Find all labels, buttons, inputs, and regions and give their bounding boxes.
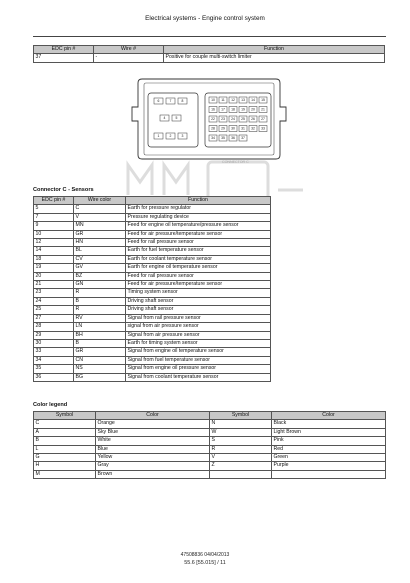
connector-pin-label: 8 bbox=[181, 99, 184, 104]
cell-pin: 37 bbox=[34, 54, 94, 62]
table-row bbox=[34, 331, 271, 339]
connector-pin-label: 24 bbox=[231, 117, 235, 122]
table-row bbox=[34, 289, 271, 297]
table-row bbox=[34, 373, 271, 381]
cell-symbol bbox=[210, 470, 272, 478]
footer-document-id: 47508836 04/04/2013 bbox=[180, 552, 230, 558]
cell-wire-color: BL bbox=[74, 247, 126, 255]
col-header-edc-pin: EDC pin # bbox=[34, 46, 94, 54]
connector-pin-label: 6 bbox=[157, 99, 160, 104]
col-header-wire-color: Wire color bbox=[74, 197, 126, 205]
cell-pin: 33 bbox=[34, 348, 74, 356]
cell-wire-color: LN bbox=[74, 323, 126, 331]
sensors-section-title: Connector C - Sensors bbox=[33, 187, 94, 193]
cell-pin: 24 bbox=[34, 297, 74, 305]
cell-symbol: R bbox=[210, 445, 272, 453]
cell-color: Black bbox=[272, 420, 386, 428]
color-legend-title: Color legend bbox=[33, 402, 68, 408]
cell-function: Pressure regulating device bbox=[126, 213, 271, 221]
cell-color: Sky Blue bbox=[96, 428, 210, 436]
cell-function: Signal from engine oil temperature sensor bbox=[126, 348, 271, 356]
cell-function: Feed for air pressure/temperature sensor bbox=[126, 281, 271, 289]
table-row bbox=[34, 230, 271, 238]
connector-pin-label: 23 bbox=[221, 117, 225, 122]
table-row bbox=[34, 306, 271, 314]
connector-pin-label: 22 bbox=[211, 117, 215, 122]
cell-symbol: G bbox=[34, 454, 96, 462]
table-row bbox=[34, 348, 271, 356]
connector-pin-label: 37 bbox=[241, 136, 245, 141]
cell-function: signal from air pressure sensor bbox=[126, 323, 271, 331]
connector-pin-label: 1 bbox=[157, 134, 160, 139]
table-row bbox=[34, 339, 271, 347]
cell-function: Feed for air pressure/temperature sensor bbox=[126, 230, 271, 238]
cell-function: Signal from coolant temperature sensor bbox=[126, 373, 271, 381]
connector-pin-label: 18 bbox=[231, 107, 235, 112]
connector-pin-label: 10 bbox=[211, 98, 215, 103]
cell-wire-color: MN bbox=[74, 222, 126, 230]
connector-pin-label: 3 bbox=[181, 134, 184, 139]
cell-wire-color: HN bbox=[74, 239, 126, 247]
table-row bbox=[34, 437, 386, 445]
cell-function: Earth for pressure regulator bbox=[126, 205, 271, 213]
cell-symbol: A bbox=[34, 428, 96, 436]
connector-c-diagram bbox=[130, 77, 288, 163]
col-header-wire: Wire # bbox=[94, 46, 164, 54]
table-row bbox=[34, 247, 271, 255]
table-row bbox=[34, 323, 271, 331]
table-row bbox=[34, 365, 271, 373]
page-header-title: Electrical systems - Engine control system bbox=[145, 15, 265, 22]
connector-pin-label: 36 bbox=[231, 136, 235, 141]
cell-symbol: S bbox=[210, 437, 272, 445]
connector-pin-label: 15 bbox=[261, 98, 265, 103]
cell-wire-color: BG bbox=[74, 373, 126, 381]
footer-page-number: 55.6 [55.015] / 11 bbox=[184, 560, 226, 566]
cell-wire-color: B bbox=[74, 339, 126, 347]
connector-pin-label: 21 bbox=[261, 107, 265, 112]
col-header-function: Function bbox=[164, 46, 385, 54]
cell-wire-color: GR bbox=[74, 348, 126, 356]
cell-wire-color: GN bbox=[74, 281, 126, 289]
cell-function: Signal from fuel temperature sensor bbox=[126, 356, 271, 364]
cell-color bbox=[272, 470, 386, 478]
col-header-color: Color bbox=[272, 412, 386, 420]
cell-wire-color: BH bbox=[74, 331, 126, 339]
cell-function: Signal from rail pressure sensor bbox=[126, 314, 271, 322]
col-header-edc-pin: EDC pin # bbox=[34, 197, 74, 205]
cell-wire-color: GV bbox=[74, 264, 126, 272]
cell-color: Gray bbox=[96, 462, 210, 470]
col-header-symbol: Symbol bbox=[210, 412, 272, 420]
cell-function: Positive for couple multi-switch limiter bbox=[164, 54, 385, 62]
col-header-function: Function bbox=[126, 197, 271, 205]
cell-pin: 9 bbox=[34, 222, 74, 230]
connector-pin-label: 4 bbox=[163, 116, 166, 121]
cell-function: Driving shaft sensor bbox=[126, 297, 271, 305]
cell-pin: 35 bbox=[34, 365, 74, 373]
cell-function: Earth for timing system sensor bbox=[126, 339, 271, 347]
table-row bbox=[34, 264, 271, 272]
color-legend-table bbox=[33, 411, 386, 479]
connector-pin-label: 30 bbox=[231, 126, 235, 131]
connector-pin-label: 29 bbox=[221, 126, 225, 131]
cell-wire-color: GR bbox=[74, 230, 126, 238]
table-row bbox=[34, 314, 271, 322]
table-row bbox=[34, 239, 271, 247]
table-row bbox=[34, 297, 271, 305]
connector-pin-label: 14 bbox=[251, 98, 255, 103]
cell-pin: 23 bbox=[34, 289, 74, 297]
cell-function: Earth for fuel temperature sensor bbox=[126, 247, 271, 255]
table-row bbox=[34, 222, 271, 230]
cell-pin: 27 bbox=[34, 314, 74, 322]
cell-color: Orange bbox=[96, 420, 210, 428]
cell-color: Purple bbox=[272, 462, 386, 470]
cell-wire-color: R bbox=[74, 289, 126, 297]
cell-wire: - bbox=[94, 54, 164, 62]
cell-color: White bbox=[96, 437, 210, 445]
cell-wire-color: BZ bbox=[74, 272, 126, 280]
cell-function: Earth for coolant temperature sensor bbox=[126, 255, 271, 263]
cell-wire-color: C bbox=[74, 205, 126, 213]
connector-caption: CONNECTOR C bbox=[222, 160, 249, 163]
sensors-table bbox=[33, 196, 271, 382]
cell-color: Yellow bbox=[96, 454, 210, 462]
table-row bbox=[34, 255, 271, 263]
cell-color: Green bbox=[272, 454, 386, 462]
cell-function: Timing system sensor bbox=[126, 289, 271, 297]
table-row bbox=[34, 54, 385, 62]
connector-pin-label: 5 bbox=[175, 116, 178, 121]
cell-function: Feed for rail pressure sensor bbox=[126, 272, 271, 280]
cell-pin: 18 bbox=[34, 255, 74, 263]
cell-wire-color: RV bbox=[74, 314, 126, 322]
cell-pin: 30 bbox=[34, 339, 74, 347]
connector-pin-label: 31 bbox=[241, 126, 245, 131]
table-row bbox=[34, 445, 386, 453]
cell-symbol: H bbox=[34, 462, 96, 470]
cell-wire-color: V bbox=[74, 213, 126, 221]
connector-pin-label: 26 bbox=[251, 117, 255, 122]
connector-pin-label: 16 bbox=[211, 107, 215, 112]
table-row bbox=[34, 462, 386, 470]
cell-function: Driving shaft sensor bbox=[126, 306, 271, 314]
col-header-color: Color bbox=[96, 412, 210, 420]
cell-symbol: V bbox=[210, 454, 272, 462]
cell-function: Signal from engine oil pressure sensor bbox=[126, 365, 271, 373]
connector-pin-label: 25 bbox=[241, 117, 245, 122]
connector-pin-label: 11 bbox=[221, 98, 225, 103]
table-row bbox=[34, 454, 386, 462]
cell-symbol: C bbox=[34, 420, 96, 428]
cell-function: Earth for engine oil temperature sensor bbox=[126, 264, 271, 272]
cell-symbol: W bbox=[210, 428, 272, 436]
connector-pin-label: 28 bbox=[211, 126, 215, 131]
cell-pin: 10 bbox=[34, 230, 74, 238]
cell-pin: 36 bbox=[34, 373, 74, 381]
cell-wire-color: NS bbox=[74, 365, 126, 373]
cell-pin: 21 bbox=[34, 281, 74, 289]
connector-pin-label: 19 bbox=[241, 107, 245, 112]
cell-symbol: Z bbox=[210, 462, 272, 470]
cell-symbol: B bbox=[34, 437, 96, 445]
cell-color: Pink bbox=[272, 437, 386, 445]
cell-wire-color: CN bbox=[74, 356, 126, 364]
cell-symbol: L bbox=[34, 445, 96, 453]
table-row bbox=[34, 213, 271, 221]
connector-pin-label: 27 bbox=[261, 117, 265, 122]
cell-color: Brown bbox=[96, 470, 210, 478]
connector-pin-label: 34 bbox=[211, 136, 215, 141]
cell-pin: 20 bbox=[34, 272, 74, 280]
cell-wire-color: CV bbox=[74, 255, 126, 263]
cell-pin: 25 bbox=[34, 306, 74, 314]
connector-pin-label: 33 bbox=[261, 126, 265, 131]
cell-symbol: N bbox=[210, 420, 272, 428]
connector-pin-label: 2 bbox=[169, 134, 172, 139]
cell-color: Red bbox=[272, 445, 386, 453]
cell-pin: 28 bbox=[34, 323, 74, 331]
table-row bbox=[34, 281, 271, 289]
cell-pin: 19 bbox=[34, 264, 74, 272]
cell-pin: 5 bbox=[34, 205, 74, 213]
table-row bbox=[34, 470, 386, 478]
col-header-symbol: Symbol bbox=[34, 412, 96, 420]
connector-pin-label: 35 bbox=[221, 136, 225, 141]
cell-pin: 14 bbox=[34, 247, 74, 255]
cell-color: Light Brown bbox=[272, 428, 386, 436]
table-row bbox=[34, 428, 386, 436]
connector-pin-label: 12 bbox=[231, 98, 235, 103]
connector-pin-label: 17 bbox=[221, 107, 225, 112]
table-row bbox=[34, 420, 386, 428]
cell-wire-color: B bbox=[74, 297, 126, 305]
cell-wire-color: R bbox=[74, 306, 126, 314]
cell-pin: 7 bbox=[34, 213, 74, 221]
table-row bbox=[34, 205, 271, 213]
table-row bbox=[34, 272, 271, 280]
cell-symbol: M bbox=[34, 470, 96, 478]
cell-color: Blue bbox=[96, 445, 210, 453]
cell-pin: 34 bbox=[34, 356, 74, 364]
connector-pin-label: 32 bbox=[251, 126, 255, 131]
cell-function: Feed for rail pressure sensor bbox=[126, 239, 271, 247]
cell-pin: 29 bbox=[34, 331, 74, 339]
connector-pin-label: 20 bbox=[251, 107, 255, 112]
cell-function: Signal from air pressure sensor bbox=[126, 331, 271, 339]
cell-pin: 12 bbox=[34, 239, 74, 247]
pin-function-table bbox=[33, 45, 385, 63]
cell-function: Feed for engine oil temperature/pressure sensor bbox=[126, 222, 271, 230]
connector-pin-label: 13 bbox=[241, 98, 245, 103]
connector-pin-label: 7 bbox=[169, 99, 172, 104]
header-divider bbox=[33, 36, 386, 37]
table-row bbox=[34, 356, 271, 364]
